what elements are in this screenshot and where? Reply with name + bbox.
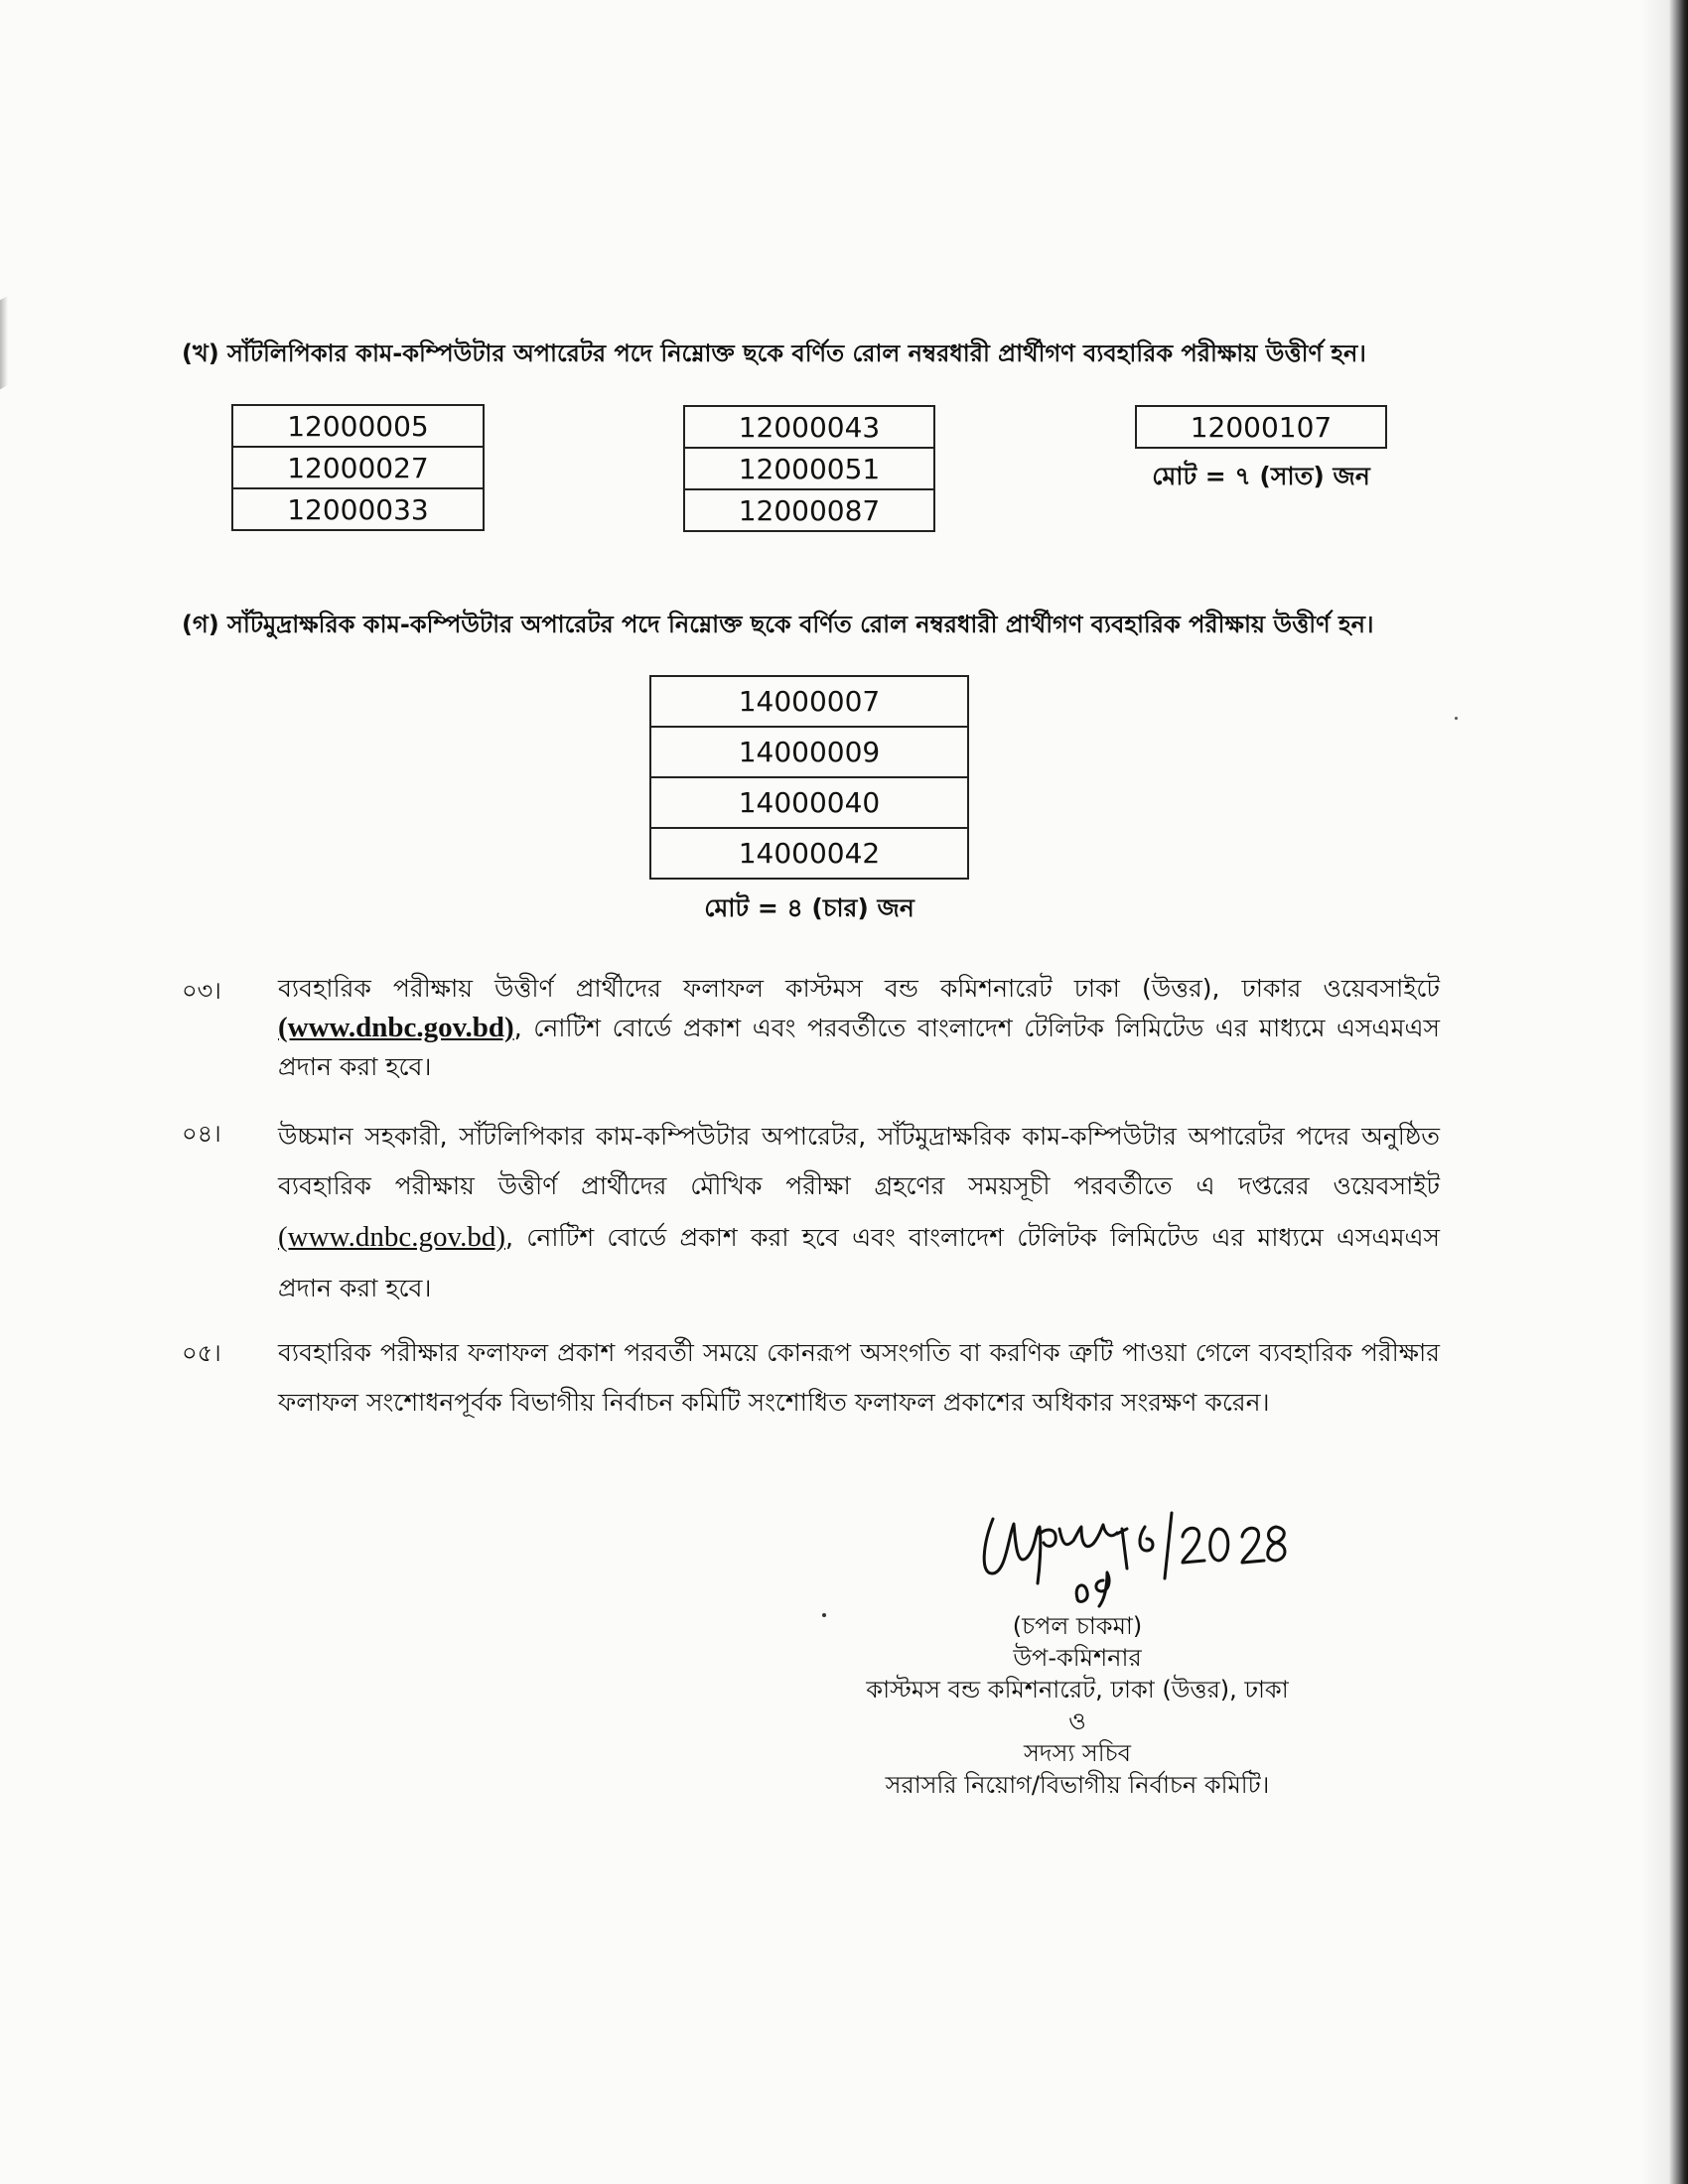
para-05 (278, 1328, 1440, 1428)
para-04-line (278, 1211, 1440, 1264)
roll-table-2 (683, 405, 935, 532)
signatory-committee: সরাসরি নিয়োগ/বিভাগীয় নির্বাচন কমিটি। (885, 1771, 1270, 1799)
signatory-office: কাস্টমস বন্ড কমিশনারেট, ঢাকা (উত্তর), ঢাকা (866, 1676, 1289, 1704)
para-03-text: , নোটিশ বোর্ডে প্রকাশ এবং পরবর্তীতে বাংলাদেশ টেলিটক লিমিটেড এর মাধ্যমে এসএমএস (513, 1014, 1440, 1042)
roll-number: 12000033 (232, 488, 484, 530)
website-link[interactable]: (www.dnbc.gov.bd) (278, 1012, 514, 1043)
para-04-line: ব্যবহারিক পরীক্ষায় উত্তীর্ণ প্রার্থীদের মৌখিক পরীক্ষা গ্রহণের সময়সূচী পরবর্তীতে এ দপ্তরের ওয়েবসাইট (278, 1171, 1440, 1200)
table-row (232, 405, 484, 447)
signatory-designation: উপ-কমিশনার (1013, 1644, 1142, 1672)
para-05-number: ০৫। (182, 1339, 221, 1367)
para-03-line: প্রদান করা হবে। (278, 1052, 432, 1081)
roll-number: 12000051 (684, 448, 934, 489)
table-row (232, 447, 484, 488)
table-row (650, 676, 968, 727)
para-04-number: ০৪। (182, 1120, 221, 1148)
table-row (684, 489, 934, 531)
signature-block (794, 1610, 1360, 1801)
para-05-line: ব্যবহারিক পরীক্ষার ফলাফল প্রকাশ পরবর্তী সময়ে কোনরূপ অসংগতি বা করণিক ত্রুটি পাওয়া গেলে ব্যবহারিক পরীক্ষার (278, 1338, 1440, 1367)
handwritten-signature (978, 1489, 1296, 1608)
section-ga-heading: (গ) সাঁটমুদ্রাক্ষরিক কাম-কম্পিউটার অপারেটর পদে নিম্নোক্ত ছকে বর্ণিত রোল নম্বরধারী প্রার্থীগণ ব্যবহারিক পরীক্ষায় উত্তীর্ণ হন। (182, 611, 1374, 638)
signatory-role: সদস্য সচিব (1024, 1739, 1131, 1767)
section-kha-total: মোট = ৭ (সাত) জন (1152, 462, 1370, 490)
para-03-line: ব্যবহারিক পরীক্ষায় উত্তীর্ণ প্রার্থীদের ফলাফল কাস্টমস বন্ড কমিশনারেট ঢাকা (উত্তর), ঢাকার ওয়েবসাইটে (278, 974, 1440, 1003)
para-03-line (278, 1008, 1440, 1048)
section-kha-heading: (খ) সাঁটলিপিকার কাম-কম্পিউটার অপারেটর পদে নিম্নোক্ত ছকে বর্ণিত রোল নম্বরধারী প্রার্থীগণ ব্যবহারিক পরীক্ষায় উত্তীর্ণ হন। (182, 340, 1366, 367)
table-row (684, 448, 934, 489)
scan-shadow-edge (1640, 0, 1688, 2184)
roll-number: 12000027 (232, 447, 484, 488)
table-row (232, 488, 484, 530)
section-ga-total: মোট = ৪ (চার) জন (704, 893, 914, 922)
para-04-line: উচ্চমান সহকারী, সাঁটলিপিকার কাম-কম্পিউটার অপারেটর, সাঁটমুদ্রাক্ষরিক কাম-কম্পিউটার অপারেটর পদের অনুষ্ঠিত (278, 1122, 1440, 1151)
table-row (650, 727, 968, 777)
roll-number: 12000107 (1136, 406, 1386, 448)
para-04-line: প্রদান করা হবে। (278, 1274, 432, 1302)
table-row (684, 406, 934, 448)
roll-table-1 (231, 404, 485, 531)
signatory-name: (চপল চাকমা) (1012, 1612, 1143, 1640)
para-04-text: , নোটিশ বোর্ডে প্রকাশ করা হবে এবং বাংলাদেশ টেলিটক লিমিটেড এর মাধ্যমে এসএমএস (505, 1223, 1440, 1252)
roll-number: 14000007 (650, 676, 968, 727)
roll-number: 14000042 (650, 828, 968, 879)
para-03 (278, 970, 1440, 1086)
roll-number: 12000043 (684, 406, 934, 448)
website-link[interactable]: (www.dnbc.gov.bd) (278, 1221, 505, 1253)
para-04 (278, 1112, 1440, 1313)
roll-number: 12000005 (232, 405, 484, 447)
table-row (650, 777, 968, 828)
para-05-line: ফলাফল সংশোধনপূর্বক বিভাগীয় নির্বাচন কমিটি সংশোধিত ফলাফল প্রকাশের অধিকার সংরক্ষণ করেন। (278, 1388, 1270, 1417)
roll-number: 14000009 (650, 727, 968, 777)
table-row (650, 828, 968, 879)
roll-number: 14000040 (650, 777, 968, 828)
table-row (1136, 406, 1386, 448)
roll-table-ga (649, 675, 969, 880)
roll-table-3 (1135, 405, 1387, 449)
para-03-number: ০৩। (182, 977, 221, 1005)
roll-number: 12000087 (684, 489, 934, 531)
scan-speck (1455, 717, 1458, 720)
signatory-conjunction: ও (1068, 1707, 1086, 1735)
scan-mark (0, 296, 8, 390)
